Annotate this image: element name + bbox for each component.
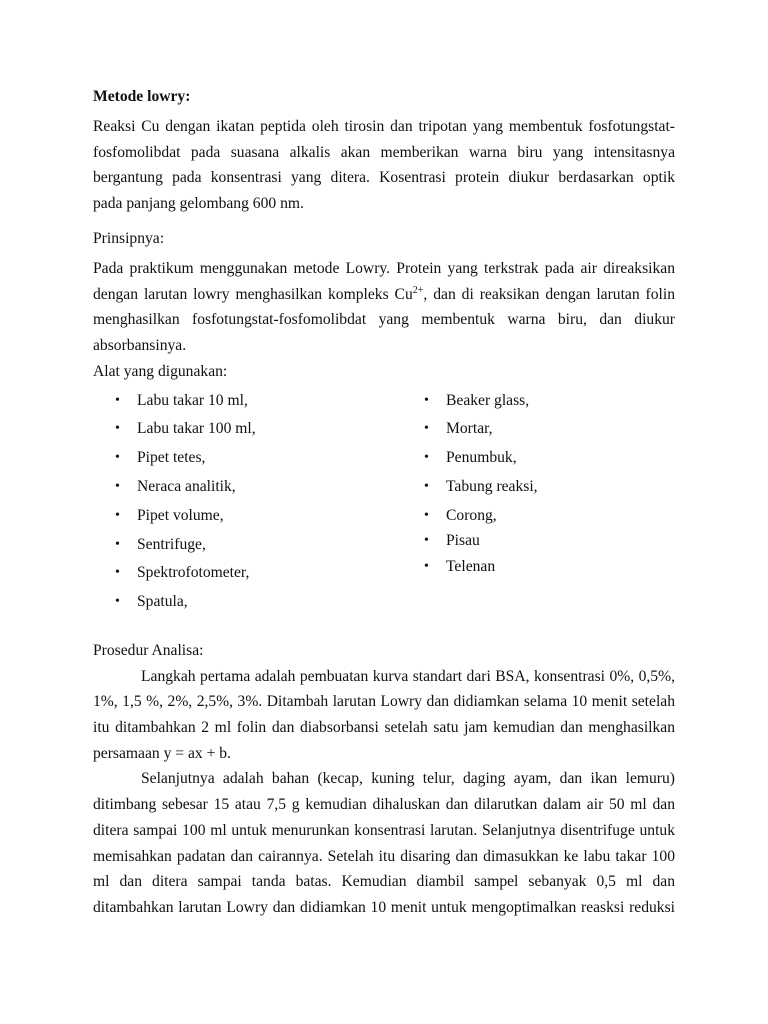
text-segment: , dan di reaksikan dengan larutan folin xyxy=(423,285,675,303)
bullet-icon: • xyxy=(424,508,429,523)
bullet-icon: • xyxy=(115,450,120,465)
list-item-label: Penumbuk, xyxy=(446,449,517,466)
bullet-icon: • xyxy=(115,393,120,408)
list-item-label: Beaker glass, xyxy=(446,392,530,409)
text-line: memisahkan padatan dan cairannya. Setelah itu disaring dan dimasukkan ke labu takar 100 xyxy=(93,847,675,865)
text-line: absorbansinya. xyxy=(93,337,187,355)
text-line: Pada praktikum menggunakan metode Lowry. Protein yang terkstrak pada air direaksikan xyxy=(93,260,675,277)
list-item-label: Corong, xyxy=(446,507,497,524)
text-line: ml dan ditera sampai tanda batas. Kemudian diambil sampel sebanyak 0,5 ml dan xyxy=(93,873,675,891)
bullet-icon: • xyxy=(424,393,429,408)
heading-metode-lowry: Metode lowry: xyxy=(93,88,191,105)
text-line: persamaan y = ax + b. xyxy=(93,744,231,762)
bullet-icon: • xyxy=(424,533,429,548)
text-line: ditambahkan larutan Lowry dan didiamkan 10 menit untuk mengoptimalkan reasksi reduksi xyxy=(93,898,675,916)
list-item-label: Tabung reaksi, xyxy=(446,478,538,495)
list-item-label: Telenan xyxy=(446,558,496,575)
text-line: pada panjang gelombang 600 nm. xyxy=(93,195,304,213)
bullet-icon: • xyxy=(115,479,120,494)
text-line: menghasilkan fosfotungstat-fosfomolibdat yang membentuk warna biru, dan diukur xyxy=(93,311,675,329)
bullet-icon: • xyxy=(115,421,120,436)
principle-heading-block xyxy=(93,226,675,252)
list-item-label: Pipet volume, xyxy=(137,507,224,524)
intro-paragraph xyxy=(93,114,675,217)
bullet-icon: • xyxy=(424,479,429,494)
list-item-label: Spektrofotometer, xyxy=(137,564,250,581)
list-item-label: Labu takar 100 ml, xyxy=(137,420,256,437)
superscript: 2+ xyxy=(412,284,424,296)
tools-heading: Alat yang digunakan: xyxy=(93,362,228,380)
procedure-section xyxy=(93,638,675,921)
bullet-icon: • xyxy=(424,450,429,465)
text-line: Selanjutnya adalah bahan (kecap, kuning telur, daging ayam, dan ikan lemuru) xyxy=(141,770,675,788)
bullet-icon: • xyxy=(424,421,429,436)
text-line: fosfomolibdat pada suasana alkalis akan memberikan warna biru yang intensitasnya xyxy=(93,143,675,161)
list-item-label: Mortar, xyxy=(446,420,493,437)
bullet-icon: • xyxy=(115,537,120,552)
text-line xyxy=(93,282,675,308)
text-line: itu ditambahkan 2 ml folin dan diabsorbansi setelah satu jam kemudian dan menghasilkan xyxy=(93,719,675,737)
procedure-heading: Prosedur Analisa: xyxy=(93,642,204,659)
list-item-label: Pisau xyxy=(446,532,480,549)
list-item-label: Sentrifuge, xyxy=(137,536,206,553)
bullet-icon: • xyxy=(115,594,120,609)
text-line: 1%, 1,5 %, 2%, 2,5%, 3%. Ditambah larutan Lowry dan didiamkan selama 10 menit setelah xyxy=(93,693,675,711)
bullet-icon: • xyxy=(115,508,120,523)
list-item-label: Spatula, xyxy=(137,593,188,610)
text-line: Reaksi Cu dengan ikatan peptida oleh tirosin dan tripotan yang membentuk fosfotungstat- xyxy=(93,118,675,135)
principle-paragraph xyxy=(93,256,675,384)
bullet-icon: • xyxy=(424,559,429,574)
text-line: Langkah pertama adalah pembuatan kurva standart dari BSA, konsentrasi 0%, 0,5%, xyxy=(141,667,675,685)
text-segment: dengan larutan lowry menghasilkan kompleks Cu xyxy=(93,285,413,303)
list-item-label: Pipet tetes, xyxy=(137,449,206,466)
text-line: bergantung pada konsentrasi yang ditera. Kosentrasi protein diukur berdasarkan optik xyxy=(93,169,675,187)
bullet-icon: • xyxy=(115,565,120,580)
text-line: ditera sampai 100 ml untuk menurunkan konsentrasi larutan. Selanjutnya disentrifuge untuk xyxy=(93,821,675,839)
list-item-label: Neraca analitik, xyxy=(137,478,236,495)
section-title xyxy=(93,84,675,110)
text-line: ditimbang sebesar 15 atau 7,5 g kemudian dihaluskan dan dilarutkan dalam air 50 ml dan xyxy=(93,796,675,814)
list-item-label: Labu takar 10 ml, xyxy=(137,392,248,409)
principle-heading: Prinsipnya: xyxy=(93,230,165,247)
